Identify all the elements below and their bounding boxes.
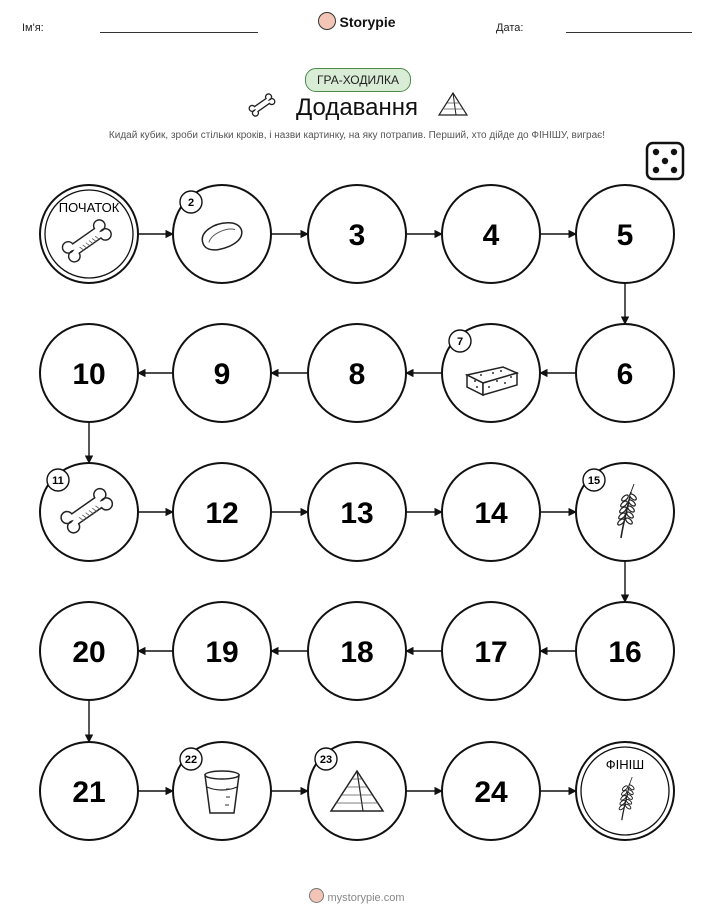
board-cell-10[interactable] [40,324,138,422]
footer [0,888,714,904]
board-cell-5[interactable] [576,185,674,283]
board-cell-11[interactable] [40,463,138,561]
page-title: Додавання [295,94,419,121]
date-label: Дата: [496,22,524,34]
board-cell-22[interactable] [173,742,271,840]
storypie-logo-icon [309,888,324,903]
board-cell-8[interactable] [308,324,406,422]
brand-name: Storypie [339,14,396,30]
board-cell-24[interactable] [442,742,540,840]
cup-icon [205,771,239,813]
board-cell-9[interactable] [173,324,271,422]
cell-number: 21 [72,776,106,809]
board-cell-4[interactable] [442,185,540,283]
board-cell-6[interactable] [576,324,674,422]
board-cell-14[interactable] [442,463,540,561]
cell-number: 19 [205,636,239,669]
cell-number: 20 [72,636,106,669]
board-cell-12[interactable] [173,463,271,561]
cell-number: 15 [587,475,601,487]
board-cell-25[interactable] [576,742,674,840]
cell-number: 16 [608,636,642,669]
cell-number: 13 [340,497,374,530]
board-cell-15[interactable] [576,463,674,561]
cell-number: 10 [72,358,106,391]
game-type-badge: ГРА-ХОДИЛКА [305,68,411,92]
board-cell-16[interactable] [576,602,674,700]
cell-number: 7 [456,336,464,348]
board-cell-23[interactable] [308,742,406,840]
cell-number: 9 [213,358,231,391]
cell-number: 12 [205,497,239,530]
board-cell-13[interactable] [308,463,406,561]
cell-number: 4 [482,219,500,252]
cell-number: 24 [474,776,508,809]
cell-number: 2 [187,197,195,209]
cell-number: 23 [319,754,333,766]
start-label: ПОЧАТОК [58,200,120,215]
board-cell-1[interactable] [40,185,138,283]
instructions: Кидай кубик, зроби стільки кроків, і назви картинку, на яку потрапив. Перший, хто дійде до ФІНІШУ, виграє! [108,130,606,141]
footer-url: mystorypie.com [327,892,405,904]
board-cell-19[interactable] [173,602,271,700]
cell-number: 14 [474,497,508,530]
cell-number: 18 [340,636,374,669]
finish-label: ФІНІШ [605,757,645,772]
cell-number: 17 [474,636,508,669]
board-cell-3[interactable] [308,185,406,283]
name-label: Ім'я: [22,22,44,34]
cell-number: 11 [52,475,64,487]
board-cell-7[interactable] [442,324,540,422]
board-cell-17[interactable] [442,602,540,700]
board-cell-20[interactable] [40,602,138,700]
board-cell-2[interactable] [173,185,271,283]
board-cell-21[interactable] [40,742,138,840]
cell-number: 6 [616,358,634,391]
cell-number: 22 [184,754,198,766]
cell-number: 3 [348,219,366,252]
board-cell-18[interactable] [308,602,406,700]
cell-number: 5 [616,219,634,252]
cell-number: 8 [348,358,366,391]
